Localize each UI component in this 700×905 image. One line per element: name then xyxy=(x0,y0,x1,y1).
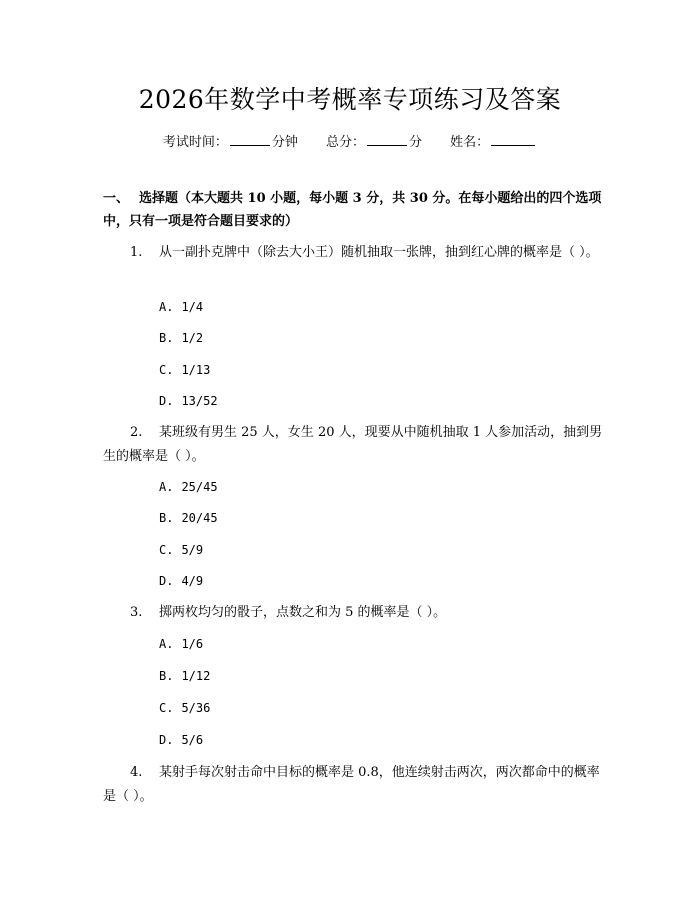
question-2-option-a xyxy=(159,478,218,496)
question-number: 2. xyxy=(130,425,143,440)
option-letter: B. xyxy=(159,669,174,683)
question-1-option-c xyxy=(159,361,210,379)
option-text: 20/45 xyxy=(181,511,218,525)
question-3-option-b xyxy=(159,667,210,685)
student-name-label: 姓名： xyxy=(450,135,490,150)
option-text: 5/36 xyxy=(181,701,211,715)
option-text: 25/45 xyxy=(181,480,218,494)
option-letter: C. xyxy=(159,363,174,377)
question-1 xyxy=(103,241,603,265)
exam-info-line xyxy=(0,131,700,153)
option-letter: B. xyxy=(159,331,174,345)
option-letter: B. xyxy=(159,511,174,525)
option-letter: A. xyxy=(159,637,174,651)
option-text: 1/12 xyxy=(181,669,211,683)
question-1-option-a xyxy=(159,298,203,316)
question-text: 掷两枚均匀的骰子，点数之和为 5 的概率是（ ）。 xyxy=(159,605,447,620)
question-text: 从一副扑克牌中（除去大小王）随机抽取一张牌，抽到红心牌的概率是（ ）。 xyxy=(159,245,599,260)
student-name-field xyxy=(450,131,537,153)
option-text: 5/9 xyxy=(181,543,204,557)
question-3-option-c xyxy=(159,699,210,717)
option-letter: C. xyxy=(159,701,174,715)
question-2-option-d xyxy=(159,572,203,590)
option-text: 4/9 xyxy=(181,574,204,588)
option-letter: A. xyxy=(159,480,174,494)
question-3-option-d xyxy=(159,731,203,749)
option-letter: D. xyxy=(159,574,174,588)
question-3 xyxy=(103,601,603,625)
option-text: 1/2 xyxy=(181,331,204,345)
question-2 xyxy=(103,421,603,469)
question-number: 3. xyxy=(130,605,143,620)
question-number: 4. xyxy=(130,765,143,780)
option-letter: C. xyxy=(159,543,174,557)
student-name-blank xyxy=(491,131,535,146)
section-heading xyxy=(103,187,603,233)
option-letter: D. xyxy=(159,394,174,408)
question-text: 某班级有男生 25 人，女生 20 人，现要从中随机抽取 1 人参加活动，抽到男生的概率是（ ）。 xyxy=(103,425,603,464)
option-text: 5/6 xyxy=(181,733,204,747)
option-text: 13/52 xyxy=(181,394,218,408)
exam-time-label: 考试时间： xyxy=(162,135,228,150)
question-text: 某射手每次射击命中目标的概率是 0.8，他连续射击两次，两次都命中的概率是（ ）。 xyxy=(103,765,600,804)
section-text: 选择题（本大题共 10 小题，每小题 3 分，共 30 分。在每小题给出的四个选项中，只有一项是符合题目要求的） xyxy=(103,191,602,229)
total-score-unit: 分 xyxy=(409,135,423,150)
option-text: 1/13 xyxy=(181,363,211,377)
option-letter: D. xyxy=(159,733,174,747)
question-1-option-d xyxy=(159,392,218,410)
question-number: 1. xyxy=(130,245,143,260)
total-score-blank xyxy=(367,131,407,146)
total-score-label: 总分： xyxy=(325,135,365,150)
option-letter: A. xyxy=(159,300,174,314)
section-number: 一、 xyxy=(103,191,130,206)
document-title: 2026年数学中考概率专项练习及答案 xyxy=(138,85,562,114)
exam-time-blank xyxy=(230,131,270,146)
question-2-option-b xyxy=(159,509,218,527)
question-1-option-b xyxy=(159,329,203,347)
question-3-option-a xyxy=(159,635,203,653)
total-score-field xyxy=(326,131,422,153)
option-text: 1/6 xyxy=(181,637,204,651)
exam-time-field xyxy=(163,131,298,153)
exam-time-unit: 分钟 xyxy=(271,135,298,150)
question-2-option-c xyxy=(159,541,203,559)
option-text: 1/4 xyxy=(181,300,204,314)
question-4 xyxy=(103,761,603,809)
